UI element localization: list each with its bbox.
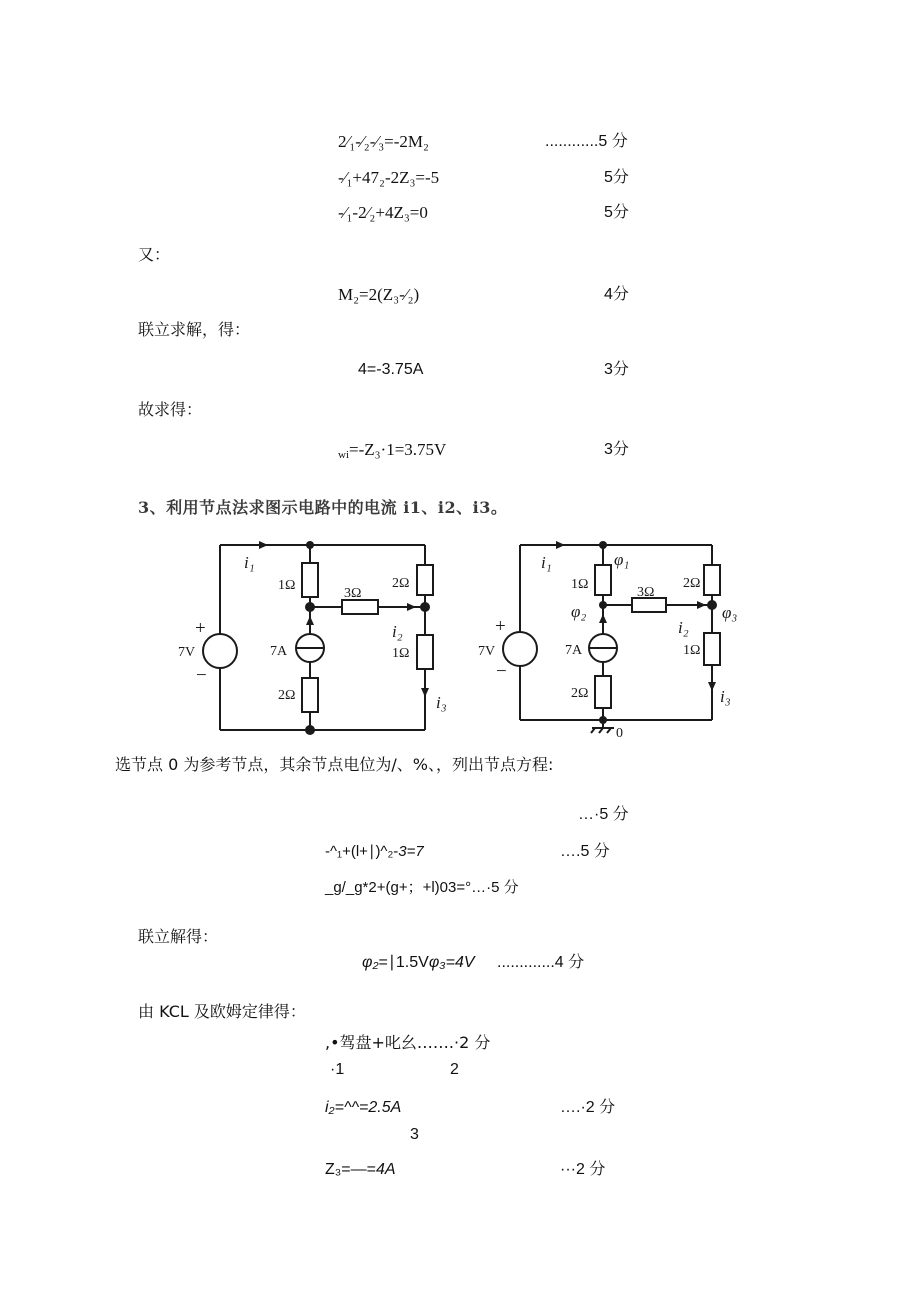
label-i3: i₃ [720,687,731,706]
node-equation-b-italic: 3=7 [398,843,424,860]
result-2 [338,441,446,464]
label-phi2: φ₂ [571,602,587,621]
resistor-horizontal [632,598,666,612]
current-arrow-i3 [708,682,716,691]
label-phi3: φ₃ [722,603,738,622]
label-resistor-right-top: 2Ω [683,576,701,591]
result-2-score: 3分 [604,441,629,458]
current-i2-denominator: 3 [410,1126,419,1143]
label-resistor-mid-top: 1Ω [278,578,296,593]
potential-results-score: .............4 分 [497,954,585,971]
label-resistor-right-bottom: 1Ω [392,646,410,661]
current-i2-line: i₂=^^=2.5A [325,1099,402,1116]
current-arrow-i1 [556,541,565,549]
resistor-mid-bottom [302,678,318,712]
label-resistor-mid-bottom: 2Ω [571,686,589,701]
current-i1-denominator-a: ·1 [330,1061,345,1078]
current-i3-score: ···2 分 [560,1161,606,1178]
node-equation-b-main: -^₁+(l+∣)^₂- [325,843,399,860]
current-arrow-i2 [697,601,706,609]
equation-4-score: 4分 [604,286,629,303]
phi2-value: =∣1.5V [378,954,429,971]
current-source-arrow [599,614,607,623]
circuit-right [478,541,737,741]
result-1-score: 3分 [604,361,629,378]
also-label: 又： [138,245,171,264]
node-dot-bottom [599,716,607,724]
label-resistor-mid-top: 1Ω [571,577,589,592]
circuit-diagrams [0,530,920,750]
current-i3-main: Z₃=—= [325,1161,376,1178]
resistor-right-bottom [417,635,433,669]
result-2-body: =-Z₃·1=3.75V [349,440,447,459]
solve-label-2: 联立解得： [138,927,219,946]
label-resistor-horizontal: 3Ω [344,586,362,601]
kcl-label: 由 KCL 及欧姆定律得： [138,1002,306,1021]
node-equation-b [325,843,424,861]
equation-1: 2⁄₁-⁄₂-⁄₃=-2M₂ [338,132,429,151]
solve-label: 联立求解，得： [138,320,251,339]
label-voltage-minus: − [196,665,207,686]
label-i1: i₁ [244,553,255,572]
label-resistor-mid-bottom: 2Ω [278,688,296,703]
equation-4: M₂=2(Z₃-⁄₂) [338,285,420,304]
label-resistor-right-top: 2Ω [392,576,410,591]
current-arrow-i1 [259,541,268,549]
equation-3: -⁄₁-2⁄₂+4Z₃=0 [338,203,428,222]
voltage-source [203,634,237,668]
equation-3-score: 5分 [604,204,629,221]
current-i3-value: 4A [375,1161,396,1178]
problem-3-title: 3、利用节点法求图示电路中的电流 i1、i2、i3。 [138,498,508,517]
current-i1-denominator-b: 2 [450,1061,459,1078]
result-2-prefix: wi [338,449,349,461]
resistor-mid-top [302,563,318,597]
resistor-right-top [704,565,720,595]
node-dot-bottom [305,725,315,735]
node-equation-a-score: …·5 分 [578,806,629,823]
node-method-intro: 选节点 0 为参考节点，其余节点电位为/、%、，列出节点方程: [115,755,554,774]
result-1: 4=-3.75A [358,361,424,378]
node-equation-c: _g/_g*2+(g+；+l)03=°…·5 分 [325,879,519,896]
potential-results [362,954,475,972]
label-current-source: 7A [270,644,288,659]
resistor-right-bottom [704,633,720,665]
phi2-symbol: φ₂ [362,954,379,971]
label-current-source: 7A [565,643,583,658]
equation-1-score: ............5 分 [545,133,628,150]
resistor-right-top [417,565,433,595]
label-i2: i₂ [392,622,403,641]
label-ground-node: 0 [616,726,623,741]
resistor-mid-top [595,565,611,595]
current-arrow-i3 [421,688,429,697]
label-voltage-minus: − [496,661,507,682]
voltage-source [503,632,537,666]
node-equation-b-score: ….5 分 [560,843,610,860]
label-i3: i₃ [436,693,447,712]
current-source-arrow [306,616,314,625]
label-voltage-plus: + [195,618,206,639]
therefore-label: 故求得： [138,400,203,419]
label-resistor-horizontal: 3Ω [637,585,655,600]
current-arrow-i2 [407,603,416,611]
current-i1-line: ,•驾盘+叱幺…….·2 分 [325,1033,491,1052]
label-resistor-right-bottom: 1Ω [683,643,701,658]
label-voltage-plus: + [495,616,506,637]
resistor-horizontal [342,600,378,614]
equation-2: -⁄₁+47₂-2Z₃=-5 [338,168,440,187]
label-phi1: φ₁ [614,550,630,569]
current-i3-line [325,1161,396,1179]
current-i2-score: ….·2 分 [560,1099,616,1116]
label-i1: i₁ [541,553,552,572]
phi3-result: φ₃=4V [428,954,475,971]
equation-2-score: 5分 [604,169,629,186]
resistor-mid-bottom [595,676,611,708]
circuit-left [178,541,447,735]
label-voltage-source: 7V [178,645,196,660]
label-voltage-source: 7V [478,644,496,659]
label-i2: i₂ [678,618,689,637]
